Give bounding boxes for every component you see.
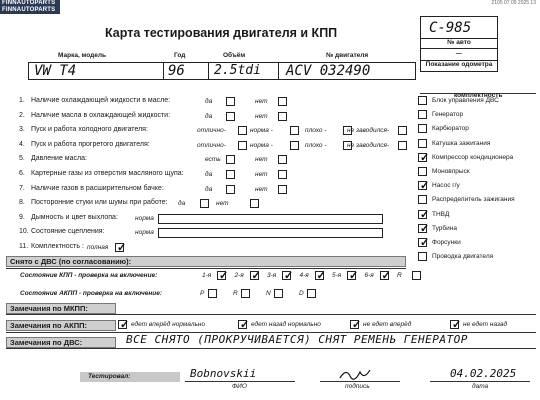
scan-stamp: 2105 07 09 2025 13 (491, 0, 536, 6)
ref-box (420, 16, 498, 72)
tester-name: Bobnovskii (190, 367, 257, 380)
test-text: Посторонние стуки или шумы при работе: (31, 199, 168, 207)
year-value: 96 (168, 63, 185, 79)
col-year-label: Год (174, 52, 186, 59)
kpp-gear-label: 1-я (202, 272, 212, 279)
akpp-note-label: едет назад нормально (251, 321, 321, 328)
notes-mkpp-label: Замечания по МКПП: (6, 303, 116, 314)
akpp-gear-checkbox[interactable] (208, 289, 217, 298)
kpp-gear-checkbox[interactable] (412, 271, 421, 280)
test-option-label: норма (135, 229, 154, 237)
test-option-checkbox[interactable] (238, 141, 247, 150)
check-mark-icon: ✓ (352, 319, 362, 331)
check-mark-icon: ✓ (117, 242, 127, 254)
test-option-label: нет (255, 185, 268, 193)
test-option-label: да (205, 112, 213, 120)
kpp-gear-checkbox[interactable] (250, 271, 259, 280)
akpp-note-label: едет вперёд нормально (131, 321, 206, 328)
test-text: Картерные газы из отверстия масляного щупа: (31, 170, 184, 177)
ref-code: C-985 (421, 17, 497, 39)
test-text: Состояние сцепления: (31, 228, 105, 236)
check-mark-icon: ✓ (240, 319, 250, 331)
component-item (418, 139, 538, 151)
component-item (418, 224, 538, 236)
test-option-checkbox[interactable] (290, 141, 299, 150)
akpp-gear-checkbox[interactable] (274, 289, 283, 298)
check-mark-icon: ✓ (251, 270, 261, 282)
component-checkbox[interactable] (418, 237, 430, 249)
date-label: дата (472, 383, 489, 390)
test-option-checkbox[interactable] (398, 126, 407, 135)
test-row (19, 214, 419, 226)
test-option-checkbox[interactable] (290, 126, 299, 135)
component-label: Моновпрыск (432, 168, 470, 175)
test-option-label: не заводился- (347, 141, 390, 149)
kpp-gear-checkbox[interactable] (315, 271, 324, 280)
check-mark-icon: ✓ (381, 270, 391, 282)
component-checkbox[interactable] (418, 222, 430, 235)
akpp-note-checkbox[interactable] (238, 319, 250, 331)
akpp-gear-label: P (200, 290, 205, 297)
dvs-notes-value: ВСЕ СНЯТО (ПРОКРУЧИВАЕТСЯ) СНЯТ РЕМЕНЬ ГЕНЕРАТОР (126, 333, 468, 346)
test-option-label: полная (87, 244, 109, 251)
test-option-label: норма - (250, 127, 273, 135)
col-engine-label: № двигателя (326, 52, 369, 59)
component-label: Турбина (432, 224, 457, 232)
component-checkbox[interactable] (418, 96, 427, 105)
check-mark-icon: ✓ (452, 319, 462, 331)
akpp-note-checkbox[interactable] (350, 319, 362, 331)
component-checkbox[interactable] (418, 180, 430, 193)
test-row (19, 97, 419, 109)
component-label: Катушка зажигания (432, 139, 491, 147)
component-checkbox[interactable] (418, 195, 427, 204)
date-value: 04.02.2025 (450, 367, 517, 380)
akpp-gear-checkbox[interactable] (241, 289, 250, 298)
test-number: 3. (19, 126, 25, 134)
kpp-gear-label: 6-я (364, 272, 374, 279)
akpp-gear-checkbox[interactable] (307, 289, 316, 298)
test-option-checkbox[interactable] (200, 199, 209, 208)
test-text: Наличие охлаждающей жидкости в масле: (31, 97, 171, 104)
removed-section: Снято с ДВС (по согласованию): (6, 256, 406, 267)
component-item (418, 153, 538, 165)
akpp-gear-label: D (299, 290, 304, 297)
test-number: 2. (19, 111, 25, 119)
check-mark-icon: ✓ (120, 319, 130, 331)
engine-number-value: ACV 032490 (286, 63, 371, 79)
kpp-gear-label: 3-я (267, 272, 277, 279)
component-label: Блок управления ДВС (432, 97, 499, 104)
akpp-note-checkbox[interactable] (450, 319, 462, 331)
check-mark-icon: ✓ (349, 270, 359, 282)
component-checkbox[interactable] (418, 151, 430, 164)
test-row (19, 243, 419, 255)
akpp-gear-label: N (266, 290, 271, 297)
kpp-gear-checkbox[interactable] (380, 271, 389, 280)
component-checkbox[interactable] (418, 167, 427, 176)
component-label: Насос г/у (432, 182, 460, 190)
test-number: 8. (19, 199, 25, 207)
test-number: 11. (19, 243, 29, 250)
test-option-checkbox[interactable] (250, 199, 259, 208)
akpp-note-label: не едет назад (463, 321, 508, 328)
test-option-checkbox[interactable] (226, 112, 235, 121)
test-option-label: нет (216, 200, 229, 208)
check-mark-icon: ✓ (420, 222, 430, 235)
kpp-gear-checkbox[interactable] (282, 270, 294, 282)
component-label: Генератор (432, 111, 464, 119)
test-option-field[interactable] (158, 228, 383, 238)
akpp-note-label: не едет вперёд (363, 321, 412, 328)
component-item (418, 252, 538, 264)
test-number: 1. (19, 97, 25, 104)
auto-label: № авто (421, 39, 497, 49)
kpp-gear-label: 2-я (234, 272, 244, 279)
odo-label: Показание одометра (421, 60, 497, 68)
notes-dvs-label: Замечания по ДВС: (6, 337, 116, 348)
tested-label: Тестировал: (88, 373, 131, 380)
complect-header: комплектность (420, 84, 536, 94)
odo-value: — (455, 48, 463, 59)
test-option-checkbox[interactable] (226, 185, 235, 194)
test-option-label: да (205, 98, 213, 105)
test-option-checkbox[interactable] (278, 155, 287, 164)
check-mark-icon: ✓ (420, 151, 430, 164)
test-text: Наличие масла в охлаждающей жидкости: (31, 111, 171, 119)
test-number: 5. (19, 155, 25, 163)
kpp-gear-label: 5-я (332, 272, 342, 279)
component-checkbox[interactable] (418, 252, 427, 261)
component-label: Проводка двигателя (432, 253, 494, 261)
component-label: Форсунки (432, 239, 461, 246)
test-option-label: плохо - (305, 141, 327, 149)
test-option-checkbox[interactable] (278, 170, 287, 179)
test-number: 10. (19, 228, 29, 236)
test-option-label: не заводился- (347, 127, 390, 135)
component-item (418, 96, 538, 108)
kpp-gear-label: 4-я (299, 272, 309, 279)
test-option-checkbox[interactable] (278, 112, 287, 121)
check-mark-icon: ✓ (420, 208, 430, 221)
test-text: Пуск и работа холодного двигателя: (31, 126, 148, 134)
component-label: ТНВД (432, 210, 450, 218)
akpp-gear-label: R (233, 290, 238, 297)
test-option-checkbox[interactable] (278, 185, 287, 194)
test-option-checkbox[interactable] (115, 242, 127, 254)
test-row (19, 112, 419, 124)
test-option-checkbox[interactable] (226, 170, 235, 179)
test-number: 9. (19, 213, 25, 221)
akpp-note-checkbox[interactable] (118, 319, 130, 331)
test-row (19, 228, 419, 240)
page-title: Карта тестирования двигателя и КПП (105, 26, 338, 40)
component-item (418, 124, 538, 136)
component-checkbox[interactable] (418, 124, 427, 133)
test-number: 4. (19, 140, 25, 148)
check-mark-icon: ✓ (219, 270, 229, 282)
kpp-gear-label: R (397, 272, 402, 279)
kpp-label: Состояние КПП - проверка на включение: (20, 272, 158, 279)
col-model-label: Марка, модель (58, 52, 107, 59)
test-option-label: плохо - (305, 127, 327, 135)
component-item (418, 110, 538, 122)
component-checkbox[interactable] (418, 208, 430, 221)
test-row (19, 170, 419, 182)
model-value: VW T4 (34, 63, 77, 79)
test-option-field[interactable] (158, 214, 383, 224)
component-label: Карбюратор (432, 125, 469, 133)
vehicle-header (28, 52, 416, 80)
test-text: Наличие газов в расширительном бачке: (31, 184, 164, 192)
component-item (418, 167, 538, 179)
signature-icon (338, 366, 372, 382)
test-option-label: отлично- (197, 127, 226, 135)
kpp-gear-checkbox[interactable] (217, 270, 229, 282)
test-text: Пуск и работа прогретого двигателя: (31, 140, 150, 148)
test-number: 7. (19, 184, 25, 192)
test-option-label: норма - (250, 141, 273, 149)
test-option-label: нет (255, 98, 268, 105)
fio-label: ФИО (232, 383, 247, 390)
component-item (418, 181, 538, 193)
test-option-label: нет (255, 171, 268, 178)
test-option-checkbox[interactable] (278, 97, 287, 106)
kpp-gear-checkbox[interactable] (347, 270, 359, 282)
signature-label: подпись (345, 383, 370, 390)
test-option-label: есть (205, 156, 221, 164)
test-number: 6. (19, 170, 25, 177)
test-option-label: отлично- (197, 141, 226, 149)
test-option-checkbox[interactable] (238, 126, 247, 135)
test-option-checkbox[interactable] (398, 141, 407, 150)
check-mark-icon: ✓ (316, 270, 326, 282)
test-row (19, 155, 419, 167)
test-row (19, 141, 419, 153)
col-volume-label: Объём (223, 52, 246, 59)
test-option-label: норма (135, 214, 154, 222)
check-mark-icon: ✓ (284, 270, 294, 282)
akpp-label: Состояние АКПП - проверка на включение: (20, 290, 163, 297)
test-option-label: да (178, 200, 186, 208)
test-text: Дымность и цвет выхлопа: (31, 213, 118, 221)
test-text: Комплектность : (31, 243, 84, 250)
component-item (418, 210, 538, 222)
test-text: Давление масла: (31, 155, 87, 163)
test-option-label: да (205, 185, 213, 193)
test-option-label: да (205, 171, 213, 178)
test-option-label: нет (255, 112, 268, 120)
component-checkbox[interactable] (418, 139, 427, 148)
notes-akpp-label: Замечания по АКПП: (6, 320, 116, 331)
check-mark-icon: ✓ (420, 180, 430, 193)
volume-value: 2.5tdi (214, 63, 261, 78)
component-item (418, 238, 538, 250)
test-row (19, 126, 419, 138)
component-label: Распределитель зажигания (432, 196, 515, 204)
component-checkbox[interactable] (418, 110, 427, 119)
test-option-label: нет (255, 156, 268, 164)
test-row (19, 185, 419, 197)
test-row (19, 199, 419, 211)
finnautoparts-logo: FINNAUTOPARTS FINNAUTOPARTS (0, 0, 60, 14)
component-label: Компрессор кондиционера (432, 153, 514, 161)
check-mark-icon: ✓ (420, 237, 430, 249)
test-option-checkbox[interactable] (226, 97, 235, 106)
component-item (418, 195, 538, 207)
test-option-checkbox[interactable] (226, 155, 235, 164)
